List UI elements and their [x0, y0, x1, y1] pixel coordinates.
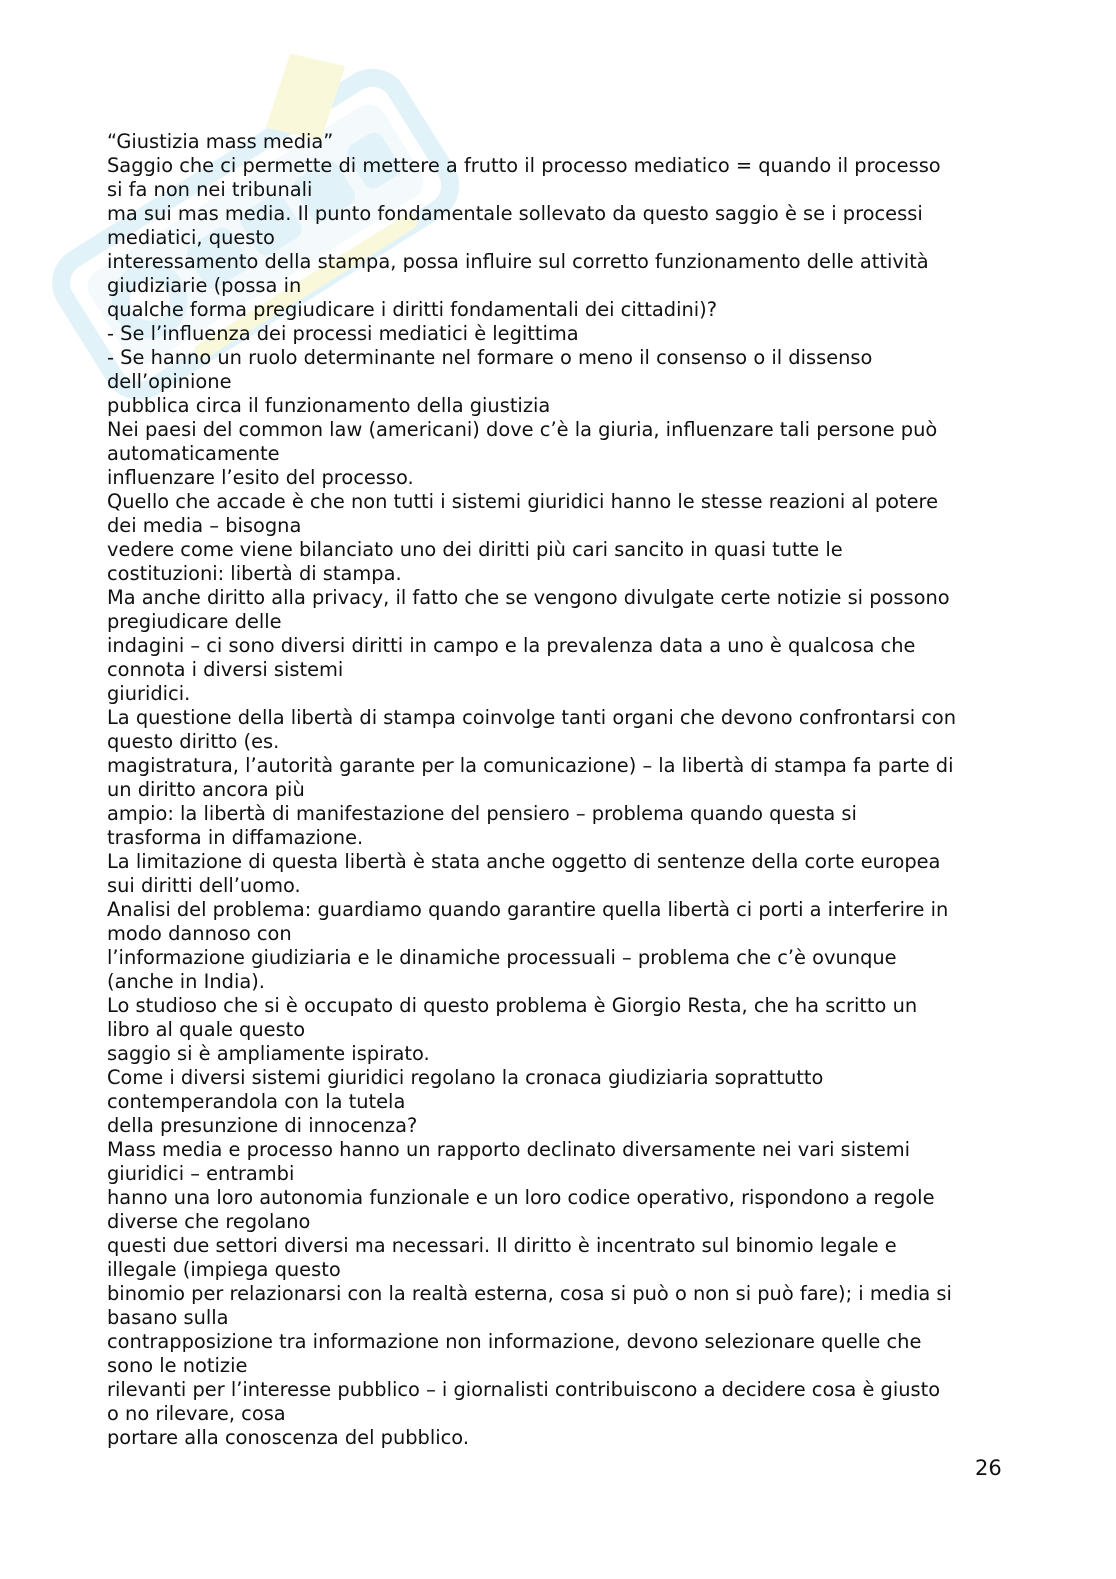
- text-line: Lo studioso che si è occupato di questo problema è Giorgio Resta, che ha scritto un: [107, 994, 918, 1017]
- text-line: “Giustizia mass media”: [107, 130, 334, 153]
- text-line: sono le notizie: [107, 1354, 248, 1377]
- text-line: Ma anche diritto alla privacy, il fatto che se vengono divulgate certe notizie si possono: [107, 586, 950, 609]
- text-line: La limitazione di questa libertà è stata anche oggetto di sentenze della corte europea: [107, 850, 941, 873]
- text-line: (anche in India).: [107, 970, 265, 993]
- text-line: pregiudicare delle: [107, 610, 282, 633]
- text-line: rilevanti per l’interesse pubblico – i giornalisti contribuiscono a decidere cosa è giusto: [107, 1378, 941, 1401]
- text-line: giudiziarie (possa in: [107, 274, 302, 297]
- text-line: influenzare l’esito del processo.: [107, 466, 414, 489]
- text-line: Mass media e processo hanno un rapporto declinato diversamente nei vari sistemi: [107, 1138, 911, 1161]
- text-line: questo diritto (es.: [107, 730, 280, 753]
- text-line: modo dannoso con: [107, 922, 292, 945]
- text-line: Come i diversi sistemi giuridici regolano la cronaca giudiziaria soprattutto: [107, 1066, 824, 1089]
- text-line: l’informazione giudiziaria e le dinamiche processuali – problema che c’è ovunque: [107, 946, 897, 969]
- text-line: o no rilevare, cosa: [107, 1402, 286, 1425]
- text-line: ma sui mas media. Il punto fondamentale sollevato da questo saggio è se i processi: [107, 202, 923, 225]
- text-line: - Se l’influenza dei processi mediatici è legittima: [107, 322, 579, 345]
- text-line: contrapposizione tra informazione non informazione, devono selezionare quelle che: [107, 1330, 922, 1353]
- page-number: 26: [975, 1456, 1002, 1480]
- text-line: dell’opinione: [107, 370, 232, 393]
- text-line: ampio: la libertà di manifestazione del pensiero – problema quando questa si: [107, 802, 857, 825]
- text-line: pubblica circa il funzionamento della giustizia: [107, 394, 551, 417]
- text-line: - Se hanno un ruolo determinante nel formare o meno il consenso o il dissenso: [107, 346, 873, 369]
- text-line: binomio per relazionarsi con la realtà esterna, cosa si può o non si può fare); i media si: [107, 1282, 952, 1305]
- text-line: Quello che accade è che non tutti i sistemi giuridici hanno le stesse reazioni al potere: [107, 490, 939, 513]
- text-line: dei media – bisogna: [107, 514, 302, 537]
- text-line: saggio si è ampliamente ispirato.: [107, 1042, 430, 1065]
- text-line: Saggio che ci permette di mettere a frutto il processo mediatico = quando il processo: [107, 154, 941, 177]
- text-line: diverse che regolano: [107, 1210, 311, 1233]
- text-line: interessamento della stampa, possa influire sul corretto funzionamento delle attività: [107, 250, 929, 273]
- text-line: illegale (impiega questo: [107, 1258, 341, 1281]
- text-line: costituzioni: libertà di stampa.: [107, 562, 402, 585]
- text-line: si fa non nei tribunali: [107, 178, 313, 201]
- text-line: un diritto ancora più: [107, 778, 305, 801]
- text-line: connota i diversi sistemi: [107, 658, 344, 681]
- text-line: giuridici.: [107, 682, 191, 705]
- text-line: La questione della libertà di stampa coinvolge tanti organi che devono confrontarsi con: [107, 706, 957, 729]
- text-line: Nei paesi del common law (americani) dove c’è la giuria, influenzare tali persone può: [107, 418, 938, 441]
- text-line: contemperandola con la tutela: [107, 1090, 406, 1113]
- text-line: della presunzione di innocenza?: [107, 1114, 418, 1137]
- text-line: basano sulla: [107, 1306, 229, 1329]
- text-line: qualche forma pregiudicare i diritti fondamentali dei cittadini)?: [107, 298, 718, 321]
- text-line: automaticamente: [107, 442, 280, 465]
- text-line: libro al quale questo: [107, 1018, 306, 1041]
- document-body: [107, 130, 1017, 1450]
- text-line: portare alla conoscenza del pubblico.: [107, 1426, 469, 1449]
- text-line: hanno una loro autonomia funzionale e un loro codice operativo, rispondono a regole: [107, 1186, 935, 1209]
- text-line: mediatici, questo: [107, 226, 275, 249]
- text-line: giuridici – entrambi: [107, 1162, 295, 1185]
- text-line: indagini – ci sono diversi diritti in campo e la prevalenza data a uno è qualcosa che: [107, 634, 916, 657]
- text-line: sui diritti dell’uomo.: [107, 874, 301, 897]
- text-line: questi due settori diversi ma necessari. Il diritto è incentrato sul binomio legale e: [107, 1234, 897, 1257]
- text-line: Analisi del problema: guardiamo quando garantire quella libertà ci porti a interferire in: [107, 898, 949, 921]
- text-line: vedere come viene bilanciato uno dei diritti più cari sancito in quasi tutte le: [107, 538, 843, 561]
- text-line: magistratura, l’autorità garante per la comunicazione) – la libertà di stampa fa parte di: [107, 754, 954, 777]
- text-line: trasforma in diffamazione.: [107, 826, 364, 849]
